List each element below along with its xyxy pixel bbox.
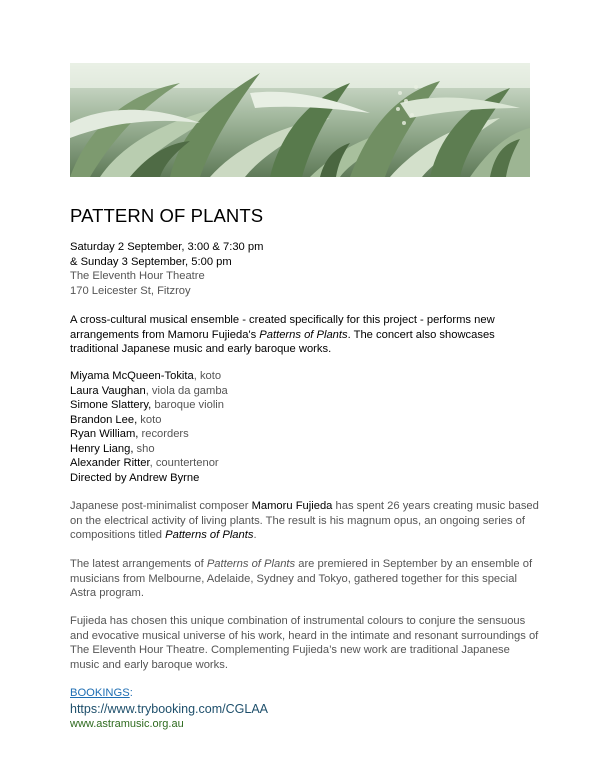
performer-name: Laura Vaughan: [70, 384, 146, 397]
date-line-1: Saturday 2 September, 3:00 & 7:30 pm: [70, 241, 264, 253]
instrumentation-paragraph: Fujieda has chosen this unique combination of instrumental colours to conjure the sensuous and evocative musical universe of his work, heard in the intimate and resonant surroundings of The Eleventh Hour Theatre. Complementing Fujieda’s new work are traditional Japanese music and early baroque works.: [70, 615, 539, 671]
performer-name: Ryan William,: [70, 428, 139, 440]
date-line-2: & Sunday 3 September, 5:00 pm: [70, 255, 232, 268]
event-dates: [70, 240, 263, 298]
performer-name: Brandon Lee,: [70, 413, 138, 426]
para1-text-a: Japanese post-minimalist composer: [70, 500, 252, 512]
plants-photo: [70, 63, 530, 177]
director-credit: Directed by Andrew Byrne: [70, 471, 200, 484]
performer-name: Henry Liang,: [70, 442, 134, 455]
astra-website-link[interactable]: www.astramusic.org.au: [70, 717, 184, 730]
intro-text-1: A cross-cultural musical ensemble - created specifically for this project - performs new arrangements from Mamoru Fujieda's: [70, 314, 495, 341]
performer-role: koto: [137, 413, 162, 426]
para2-work-title: Patterns of Plants: [206, 558, 296, 570]
performer-item: [70, 384, 228, 399]
para2-text-a: The latest arrangements of: [70, 558, 207, 570]
intro-work-title: Patterns of Plants: [259, 328, 348, 341]
para1-text-c: .: [253, 529, 257, 541]
trybooking-url-link[interactable]: https://www.trybooking.com/CGLAA: [70, 701, 268, 716]
intro-text-2: . The concert also showcases traditional Japanese music and early baroque works.: [70, 328, 495, 355]
performer-role: , viola da gamba: [145, 384, 228, 397]
performer-role: sho: [133, 442, 155, 455]
performer-item: [70, 456, 228, 471]
venue-address: 170 Leicester St, Fitzroy: [70, 284, 191, 297]
para1-text-b: has spent 26 years creating music based on the electrical activity of living plants. The result is his magnum opus, an ongoing series of compositions titled: [70, 500, 539, 541]
intro-paragraph: [70, 313, 540, 357]
performer-role: , countertenor: [149, 457, 219, 469]
performer-role: recorders: [138, 428, 189, 440]
performer-item: [70, 398, 228, 413]
performer-item: [70, 427, 228, 442]
performer-name: Simone Slattery,: [70, 399, 152, 411]
plants-banner-image: [70, 63, 530, 177]
performer-name: Miyama McQueen-Tokita: [70, 370, 194, 382]
composer-paragraph: [70, 499, 540, 543]
page-title: PATTERN OF PLANTS: [70, 205, 264, 226]
para2-text-b: are premiered in September by an ensemble of musicians from Melbourne, Adelaide, Sydney and Tokyo, gathered together for this special Astra program.: [70, 558, 533, 599]
bookings-colon: :: [129, 687, 133, 699]
performer-list: [70, 369, 228, 485]
bookings-link[interactable]: BOOKINGS: [70, 687, 130, 699]
composer-name: Mamoru Fujieda: [251, 500, 333, 512]
performer-item: [70, 413, 228, 428]
para1-work-title: Patterns of Plants: [165, 529, 254, 541]
performer-name: Alexander Ritter: [70, 457, 150, 469]
performer-item: [70, 442, 228, 457]
performer-item: [70, 369, 228, 384]
performer-role: , koto: [193, 370, 222, 382]
performer-role: baroque violin: [151, 399, 225, 411]
venue-name: The Eleventh Hour Theatre: [70, 270, 205, 282]
arrangements-paragraph: [70, 557, 540, 601]
bookings-section: [70, 686, 268, 731]
